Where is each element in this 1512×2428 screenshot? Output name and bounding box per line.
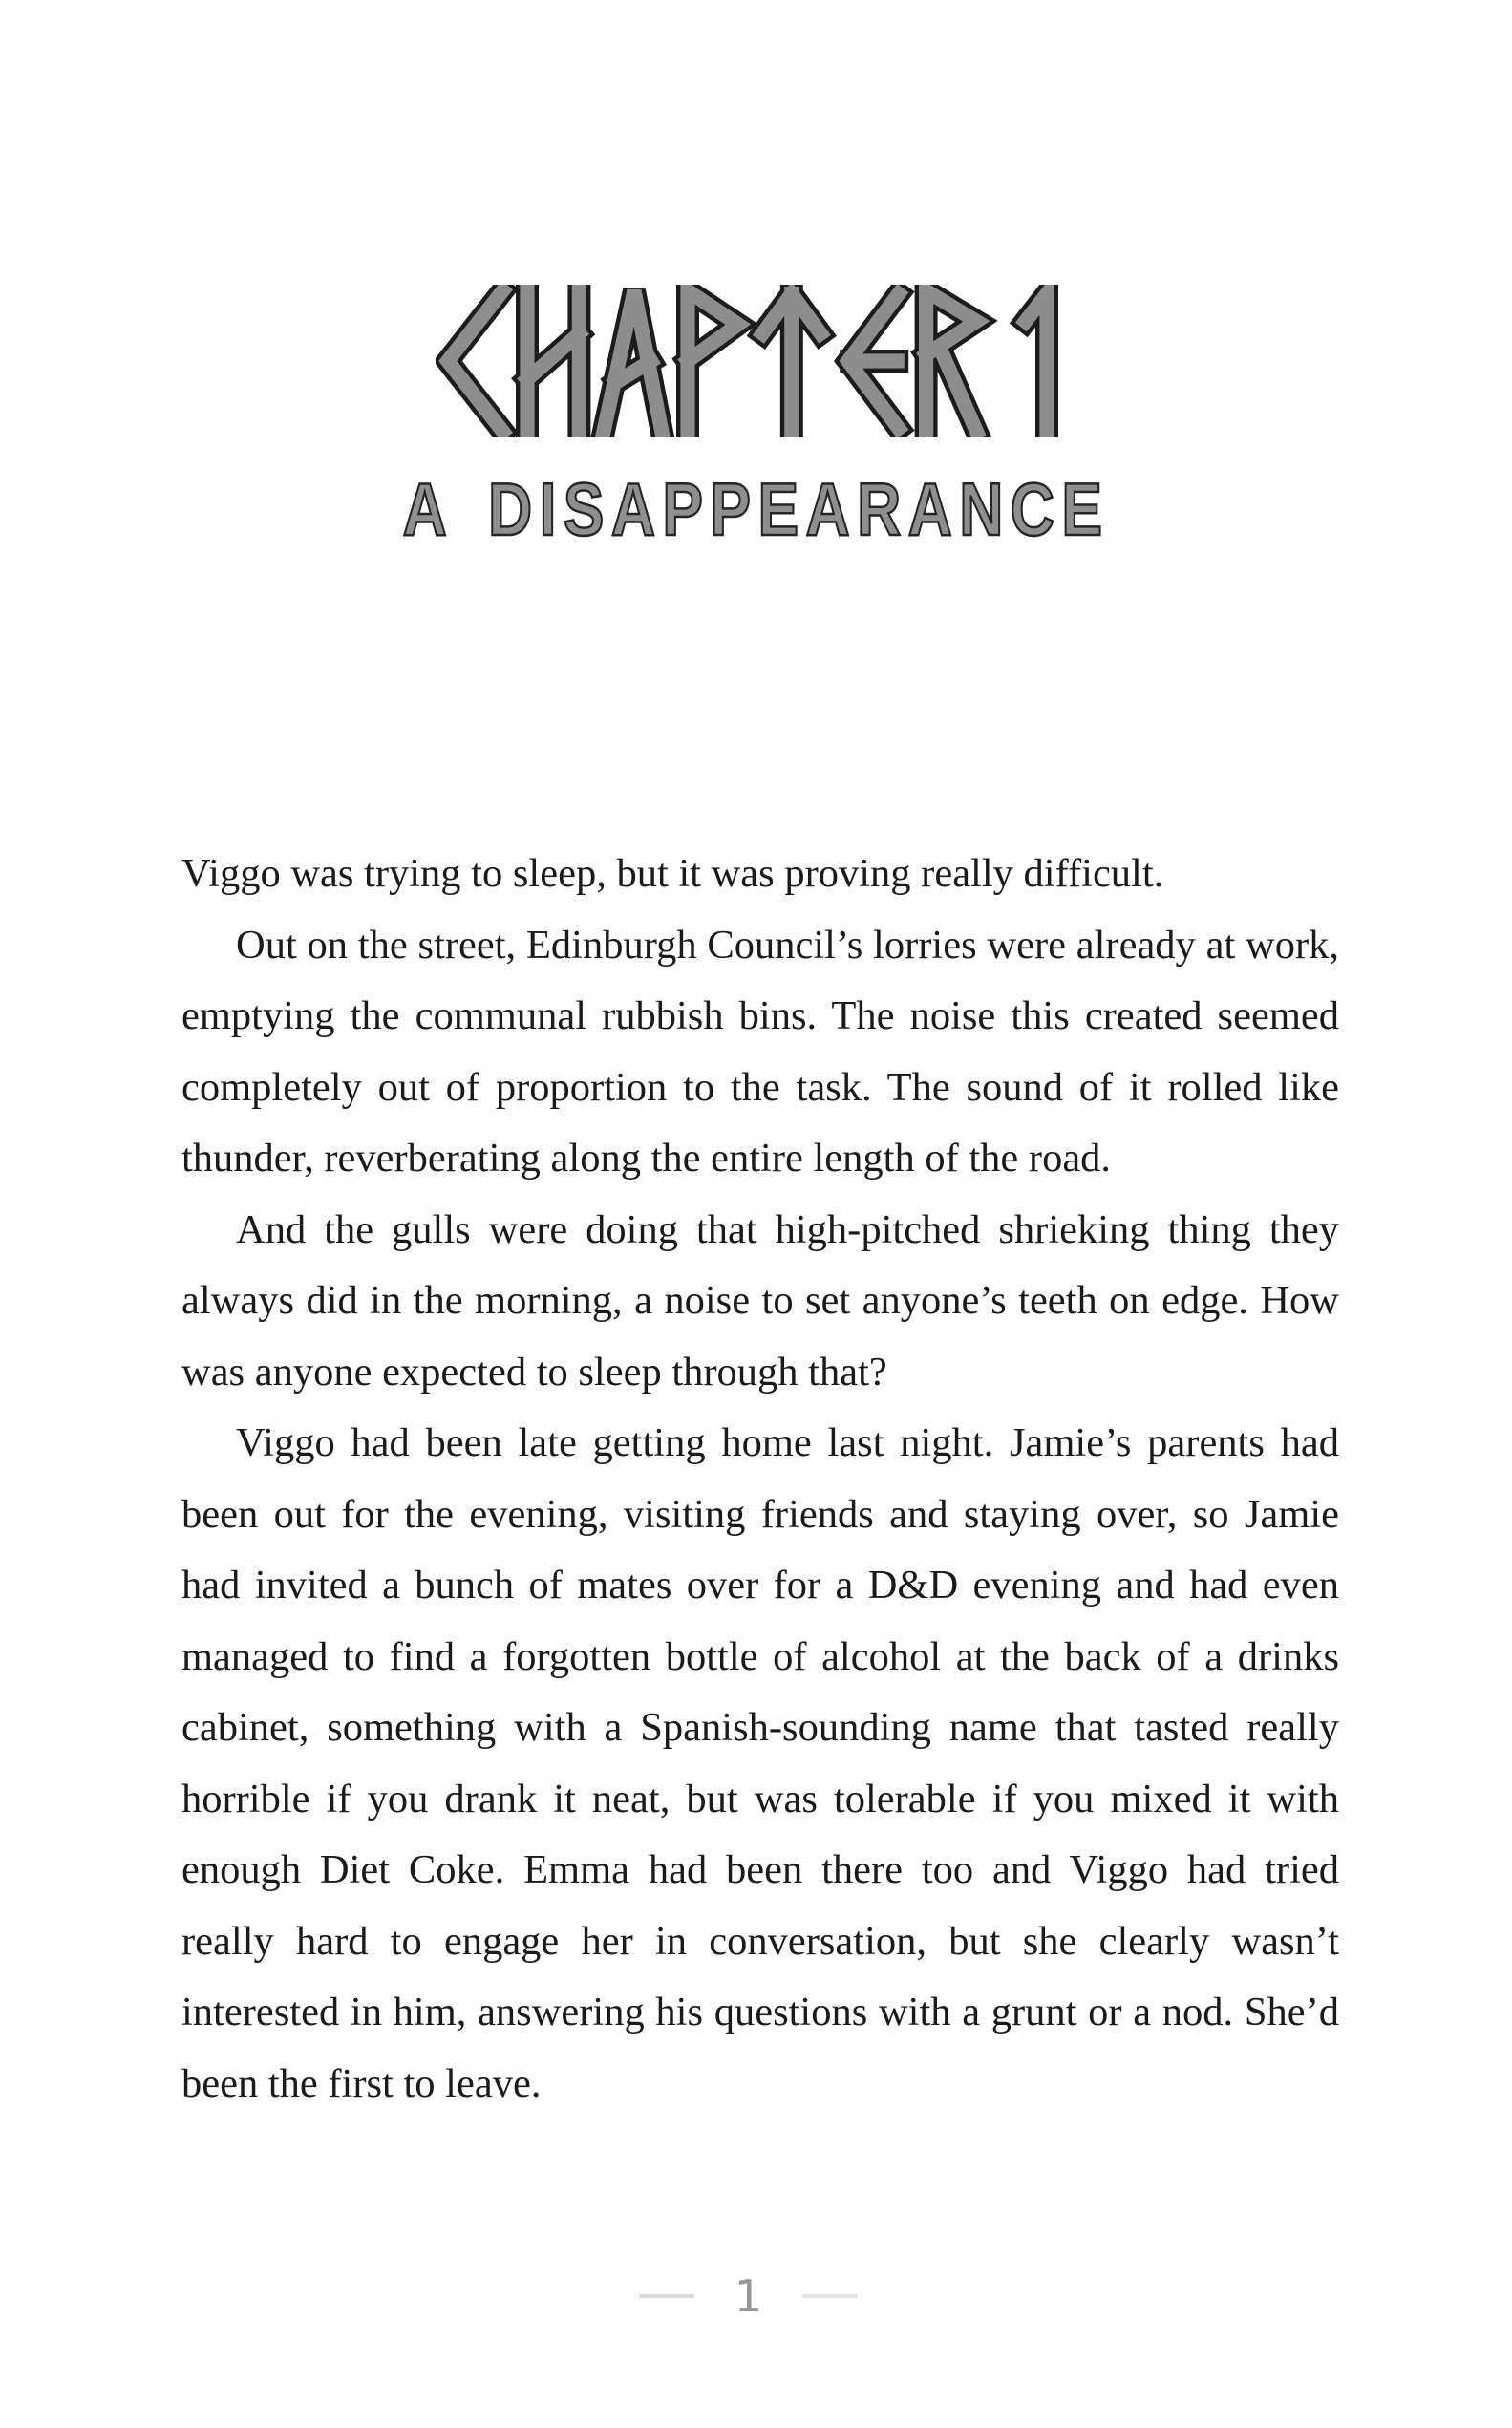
chapter-title: A DISAPPEARANCE [402, 467, 1110, 551]
body-paragraph: Out on the street, Edinburgh Council’s lorries were already at work, emptying the communal rubbish bins. The noise this created seemed completely out of proportion to the task. The sound of it rolled like thunder, reverberating along the entire length of the road. [181, 922, 1339, 1181]
runic-lettering-graphic [436, 285, 1077, 437]
chapter-body [181, 839, 1339, 2119]
body-paragraph: Viggo was trying to sleep, but it was proving really difficult. [181, 851, 1164, 896]
folio-right-dash [802, 2294, 858, 2298]
body-paragraph: Viggo had been late getting home last night. Jamie’s parents had been out for the evening, visiting friends and staying over, so Jamie had invited a bunch of mates over for a D&D evening and had even managed to find a forgotten bottle of alcohol at the back of a drinks cabinet, something with a Spanish-sounding name that tasted really horrible if you drank it neat, but was tolerable if you mixed it with enough Diet Coke. Emma had been there too and Viggo had tried really hard to engage her in conversation, but she clearly wasn’t interested in him, answering his questions with a grunt or a nod. She’d been the first to leave. [181, 1420, 1339, 2106]
page-number: 1 [734, 2270, 763, 2322]
body-paragraph: And the gulls were doing that high-pitched shrieking thing they always did in the morning, a noise to set anyone’s teeth on edge. How was anyone expected to sleep through that? [181, 1206, 1339, 1395]
chapter-number-heading [436, 285, 1077, 437]
chapter-number-text [756, 437, 757, 438]
page-footer [0, 2271, 1497, 2321]
chapter-header [0, 285, 1512, 551]
folio-left-dash [639, 2294, 694, 2298]
